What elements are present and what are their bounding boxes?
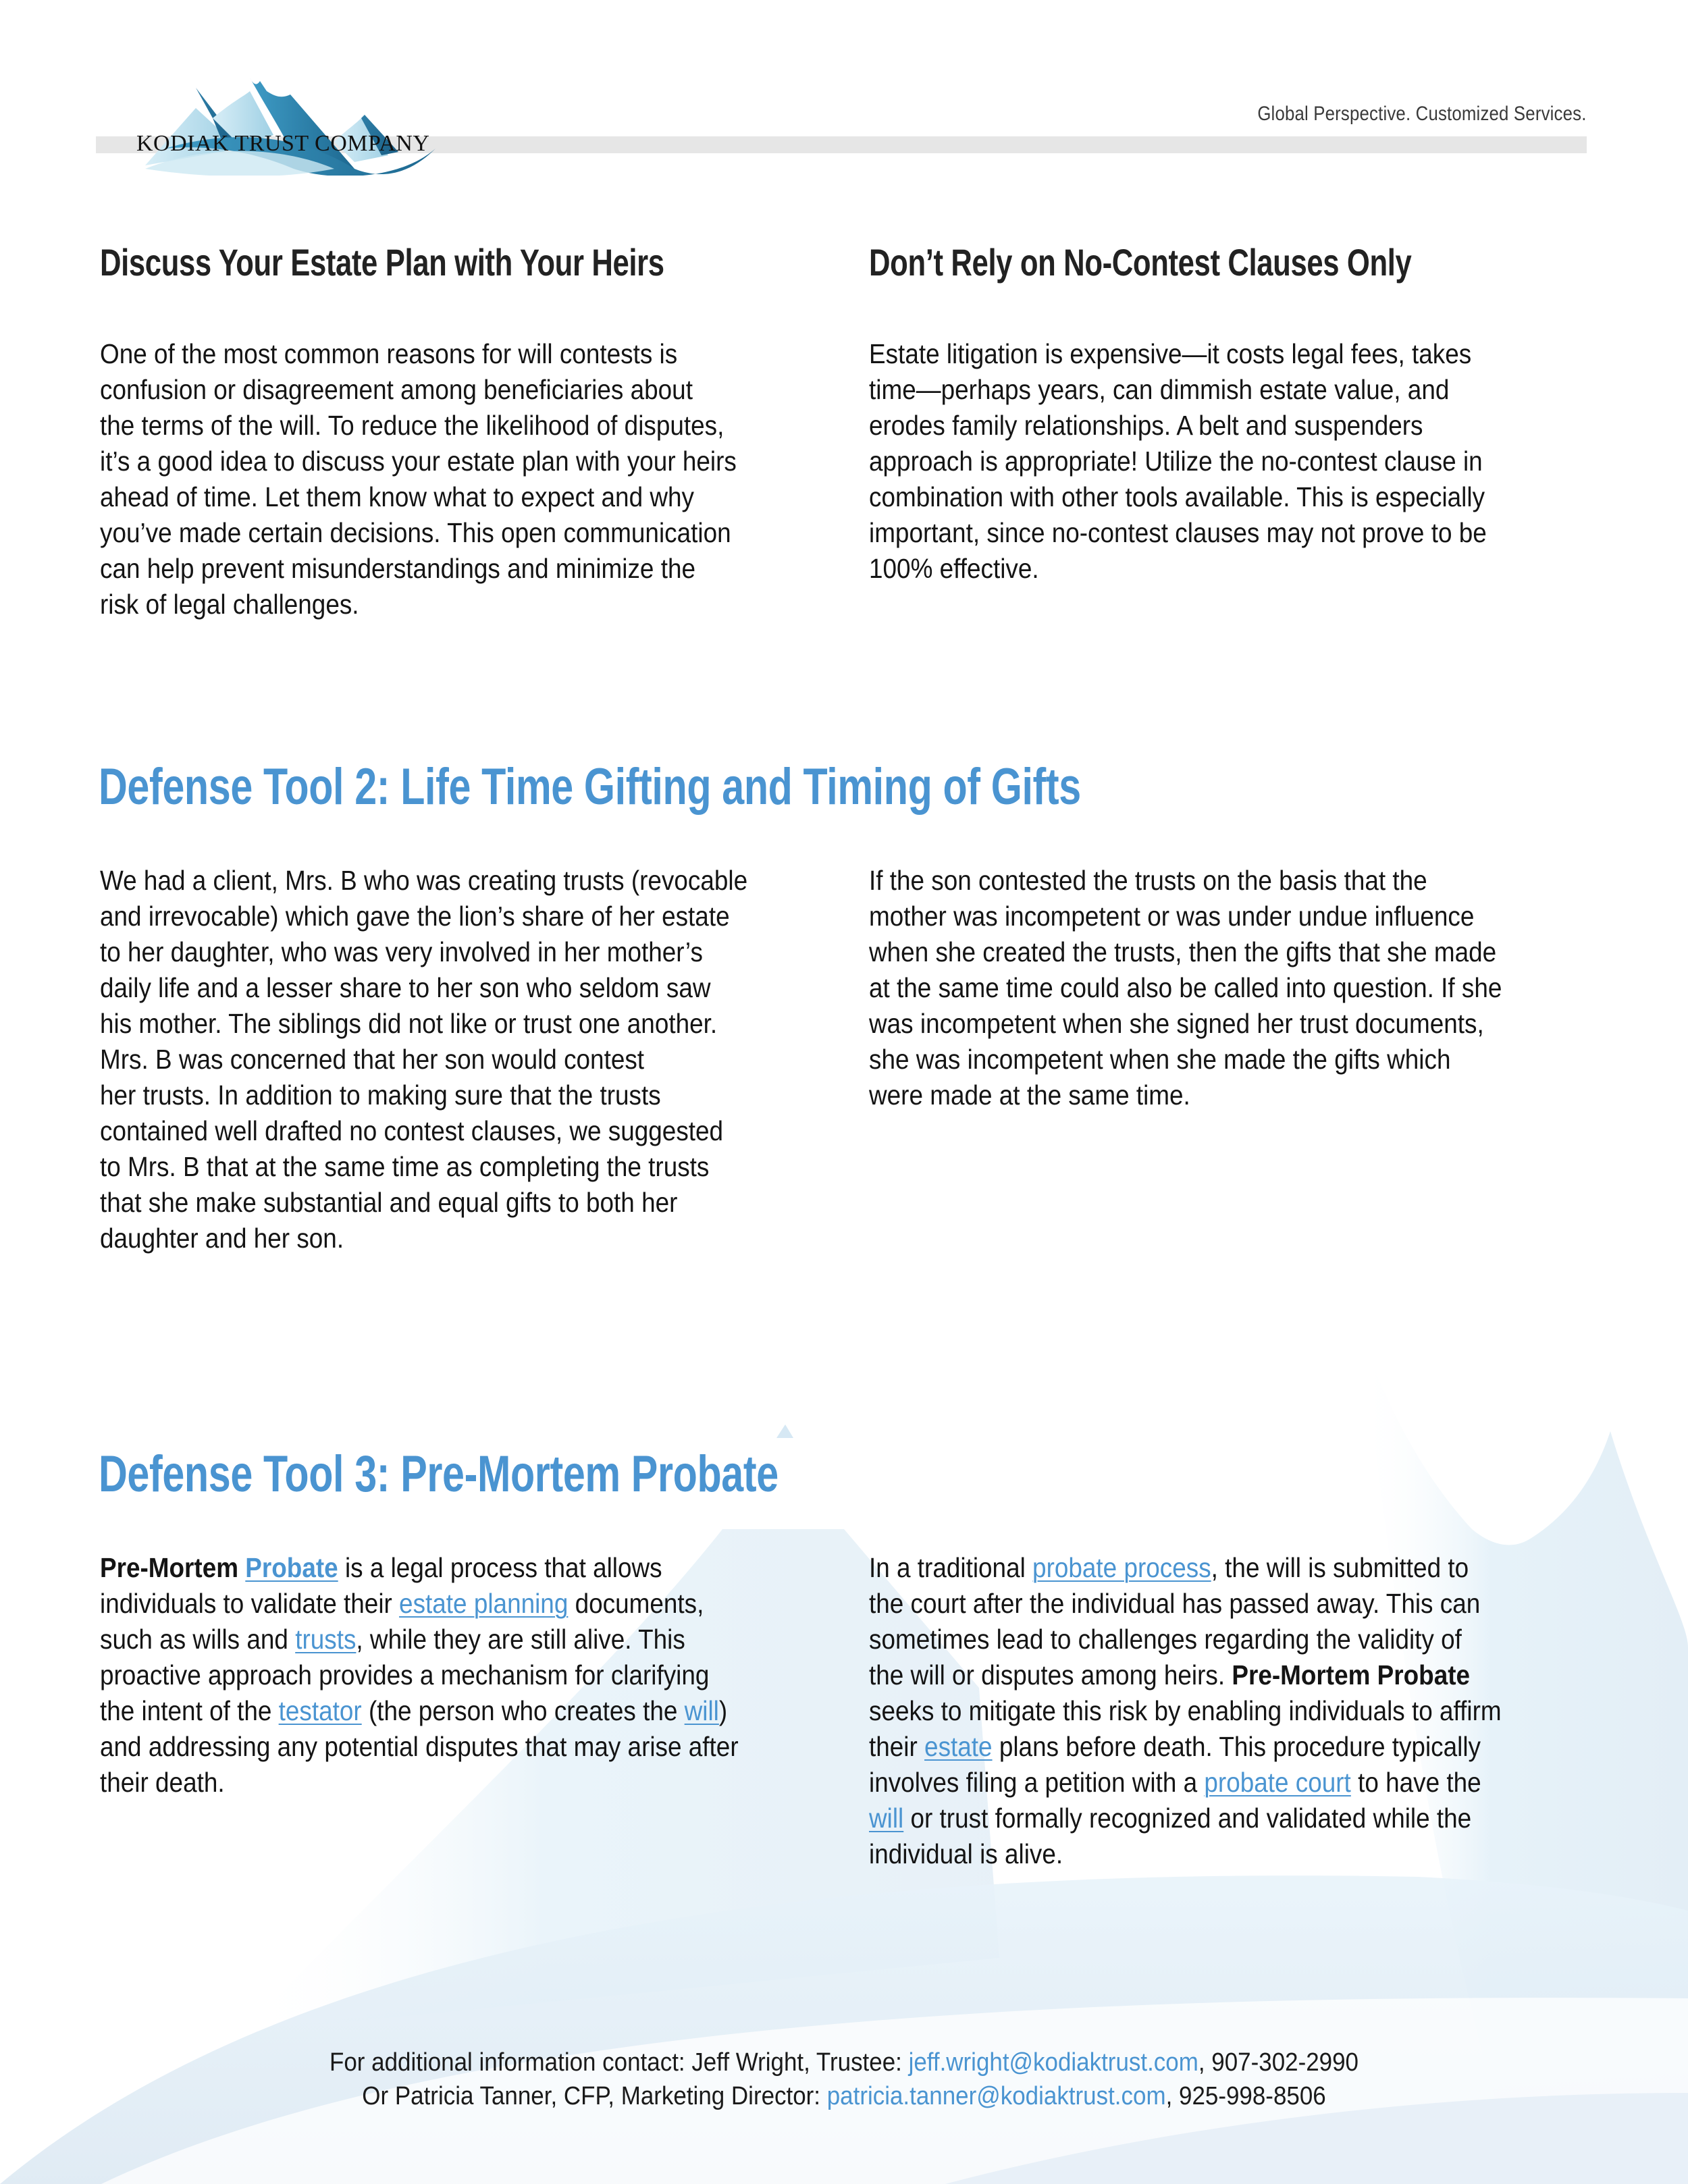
link-will-2[interactable]: will xyxy=(869,1803,904,1834)
link-estate[interactable]: estate xyxy=(924,1731,993,1762)
link-probate-court[interactable]: probate court xyxy=(1204,1767,1351,1798)
link-will[interactable]: will xyxy=(684,1695,719,1726)
paragraph-discuss-estate-plan: One of the most common reasons for will contests is confusion or disagreement among beneficiaries about the terms of the will. To reduce the likelihood of disputes, it’s a good idea to discuss your estate plan with your heirs ahead of time. Let them know what to expect and why you’ve made certain decisions. This open communication can help prevent misunderstandings and minimize the risk of legal challenges. xyxy=(100,338,737,620)
link-probate-process[interactable]: probate process xyxy=(1032,1552,1211,1583)
heading-no-contest-clauses: Don’t Rely on No-Contest Clauses Only xyxy=(869,241,1412,284)
tagline: Global Perspective. Customized Services. xyxy=(1257,103,1587,125)
heading-defense-tool-3: Defense Tool 3: Pre-Mortem Probate xyxy=(99,1445,779,1503)
company-name: KODIAK TRUST COMPANY xyxy=(136,131,430,156)
email-jeff-wright[interactable]: jeff.wright@kodiaktrust.com xyxy=(908,2048,1198,2077)
footer-line-2: Or Patricia Tanner, CFP, Marketing Director: patricia.tanner@kodiaktrust.com, 925-998-8506 xyxy=(362,2082,1326,2110)
link-testator[interactable]: testator xyxy=(278,1695,362,1726)
paragraph-defense-tool-3-right: In a traditional probate process, the will is submitted to the court after the individual has passed away. This can sometimes lead to challenges regarding the validity of the will or disputes among heirs. Pre-Mortem Probate seeks to mitigate this risk by enabling individuals to affirm their estate plans before death. This procedure typically involves filing a petition with a probate court to have the will or trust formally recognized and validated while the individual is alive. xyxy=(869,1552,1502,1869)
footer-line-1: For additional information contact: Jeff Wright, Trustee: jeff.wright@kodiaktrust.com, 907-302-2990 xyxy=(329,2048,1359,2077)
paragraph-no-contest-clauses: Estate litigation is expensive—it costs legal fees, takes time—perhaps years, can dimmish estate value, and erodes family relationships. A belt and suspenders approach is appropriate! Utilize the no-contest clause in combination with other tools available. This is especially important, since no-contest clauses may not prove to be 100% effective. xyxy=(869,338,1487,584)
footer-contact xyxy=(0,2046,1688,2113)
email-patricia-tanner[interactable]: patricia.tanner@kodiaktrust.com xyxy=(826,2082,1166,2110)
paragraph-defense-tool-3-left: Pre-Mortem Probate is a legal process that allows individuals to validate their estate planning documents, such as wills and trusts, while they are still alive. This proactive approach provides a mechanism for clarifying the intent of the testator (the person who creates the will) and addressing any potential disputes that may arise after their death. xyxy=(100,1552,739,1798)
mountain-logo-icon xyxy=(132,68,463,176)
heading-discuss-estate-plan: Discuss Your Estate Plan with Your Heirs xyxy=(100,241,664,284)
heading-defense-tool-2: Defense Tool 2: Life Time Gifting and Timing of Gifts xyxy=(99,758,1081,816)
paragraph-defense-tool-2-left: We had a client, Mrs. B who was creating trusts (revocable and irrevocable) which gave the lion’s share of her estate to her daughter, who was very involved in her mother’s daily life and a lesser share to her son who seldom saw his mother. The siblings did not like or trust one another. Mrs. B was concerned that her son would contest her trusts. In addition to making sure that the trusts contained well drafted no contest clauses, we suggested to Mrs. B that at the same time as completing the trusts that she make substantial and equal gifts to both her daughter and her son. xyxy=(100,865,748,1254)
link-probate[interactable]: Probate xyxy=(245,1552,338,1583)
link-trusts[interactable]: trusts xyxy=(295,1624,357,1655)
link-estate-planning[interactable]: estate planning xyxy=(399,1588,569,1619)
paragraph-defense-tool-2-right: If the son contested the trusts on the basis that the mother was incompetent or was under undue influence when she created the trusts, then the gifts that she made at the same time could also be called into question. If she was incompetent when she signed her trust documents, she was incompetent when she made the gifts which were made at the same time. xyxy=(869,865,1502,1111)
